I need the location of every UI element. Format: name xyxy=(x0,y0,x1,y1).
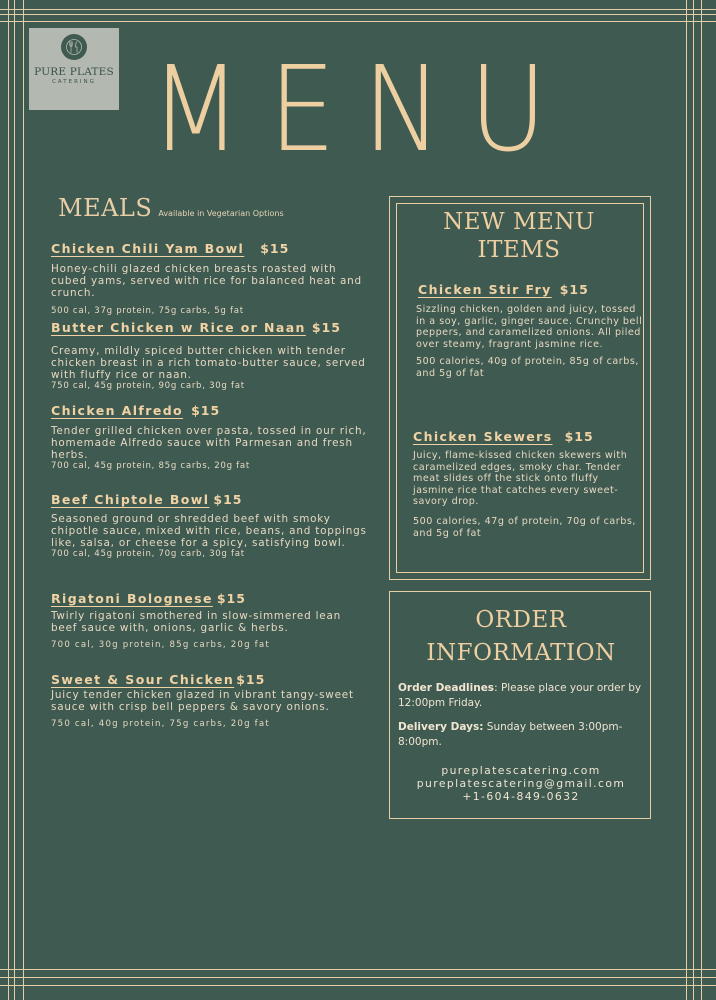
delivery-days xyxy=(398,720,642,750)
new-item-nutrition: 500 calories, 40g of protein, 85g of carbs, and 5g of fat xyxy=(416,356,639,379)
meal-price: $15 xyxy=(191,403,221,418)
website-link[interactable]: pureplatescatering.com xyxy=(441,764,601,777)
new-menu-heading-line1: NEW MENU xyxy=(443,209,595,235)
meal-nutrition: 500 cal, 37g protein, 75g carbs, 5g fat xyxy=(51,306,244,317)
meal-description: Seasoned ground or shredded beef with smoky chipotle sauce, mixed with rice, beans, and toppings like, salsa, or cheese for a spicy, satisfying bowl. xyxy=(51,513,367,549)
new-item-name: Chicken Stir Fry xyxy=(418,282,552,297)
new-item-description: Sizzling chicken, golden and juicy, tossed in a soy, garlic, ginger sauce. Crunchy bell peppers, and caramelized onions. All piled over steamy, fragrant jasmine rice. xyxy=(416,304,643,350)
frame-line xyxy=(0,14,716,15)
new-item-nutrition: 500 calories, 47g of protein, 70g of carbs, and 5g of fat xyxy=(413,515,636,539)
order-deadlines-text: : Please place your order by 12:00pm Friday. xyxy=(398,682,642,709)
meals-heading-title: MEALS xyxy=(58,194,153,222)
frame-line xyxy=(14,0,15,1000)
new-item-price: $15 xyxy=(564,429,594,444)
frame-line xyxy=(693,0,694,1000)
meals-heading xyxy=(58,194,284,222)
meal-item xyxy=(51,400,371,471)
phone-number[interactable]: +1-604-849-0632 xyxy=(462,790,580,803)
new-menu-heading xyxy=(402,208,636,264)
meal-item xyxy=(51,588,371,650)
frame-line xyxy=(0,9,716,10)
delivery-days-label: Delivery Days: xyxy=(398,721,484,733)
logo-brand-name: PURE PLATES xyxy=(34,66,114,78)
meal-price: $15 xyxy=(236,672,266,687)
meal-price: $15 xyxy=(216,591,246,606)
meal-name: Butter Chicken w Rice or Naan xyxy=(51,320,306,335)
meal-nutrition: 700 cal, 30g protein, 85g carbs, 20g fat xyxy=(51,639,270,650)
meal-item xyxy=(51,238,371,316)
meal-nutrition: 700 cal, 45g protein, 85g carbs, 20g fat xyxy=(51,461,250,472)
meal-description: Twirly rigatoni smothered in slow-simmered lean beef sauce with, onions, garlic & herbs. xyxy=(51,610,342,634)
frame-line xyxy=(0,985,716,986)
frame-line xyxy=(0,969,716,970)
meal-name: Rigatoni Bolognese xyxy=(51,591,213,606)
meal-name: Beef Chiptole Bowl xyxy=(51,492,210,507)
order-info-heading-line1: ORDER xyxy=(475,607,567,633)
meal-description: Tender grilled chicken over pasta, tossed in our rich, homemade Alfredo sauce with Parmesan and fresh herbs. xyxy=(51,425,367,461)
frame-line xyxy=(8,0,9,1000)
meal-nutrition: 700 cal, 45g protein, 70g carb, 30g fat xyxy=(51,549,245,560)
frame-line xyxy=(0,21,716,22)
email-link[interactable]: pureplatescatering@gmail.com xyxy=(416,777,626,790)
frame-line xyxy=(23,0,24,1000)
meal-nutrition: 750 cal, 45g protein, 90g carb, 30g fat xyxy=(51,381,245,392)
meal-item xyxy=(51,669,371,729)
meal-name: Chicken Chili Yam Bowl xyxy=(51,241,245,256)
order-deadlines-label: Order Deadlines xyxy=(398,682,495,694)
new-item-description: Juicy, flame-kissed chicken skewers with caramelized edges, smoky char. Tender meat slides off the stick onto fluffy jasmine rice that catches every sweet-savory drop. xyxy=(413,450,628,508)
new-menu-heading-line2: ITEMS xyxy=(477,237,561,263)
meal-name: Sweet & Sour Chicken xyxy=(51,672,235,687)
meal-price: $15 xyxy=(311,320,341,335)
new-menu-item xyxy=(413,426,638,539)
meal-item xyxy=(51,489,371,559)
order-info-heading xyxy=(392,604,650,670)
meal-price: $15 xyxy=(260,241,290,256)
frame-line xyxy=(701,0,702,1000)
order-deadlines xyxy=(398,681,642,711)
logo-subtitle: CATERING xyxy=(52,79,96,85)
meal-description: Honey-chili glazed chicken breasts roasted with cubed yams, served with rice for balanced heat and crunch. xyxy=(51,263,362,299)
fork-knife-icon xyxy=(61,34,87,60)
delivery-days-text: Sunday between 3:00pm-8:00pm. xyxy=(398,721,623,748)
order-info-heading-line2: INFORMATION xyxy=(426,640,616,666)
meal-price: $15 xyxy=(213,492,243,507)
page-title: MENU xyxy=(150,40,574,178)
meal-name: Chicken Alfredo xyxy=(51,403,184,418)
meal-nutrition: 750 cal, 40g protein, 75g carbs, 20g fat xyxy=(51,718,270,729)
frame-line xyxy=(686,0,687,1000)
contact-info xyxy=(392,764,650,803)
new-menu-item xyxy=(418,279,643,380)
meal-item xyxy=(51,317,371,391)
frame-line xyxy=(0,977,716,978)
new-item-price: $15 xyxy=(559,282,589,297)
meal-description: Creamy, mildly spiced butter chicken with tender chicken breast in a rich tomato-butter sauce, served with fluffy rice or naan. xyxy=(51,345,366,381)
meal-description: Juicy tender chicken glazed in vibrant tangy-sweet sauce with crisp bell peppers & savory onions. xyxy=(51,689,354,713)
brand-logo xyxy=(29,28,119,110)
vegetarian-note: Available in Vegetarian Options xyxy=(158,209,284,218)
new-item-name: Chicken Skewers xyxy=(413,429,553,444)
